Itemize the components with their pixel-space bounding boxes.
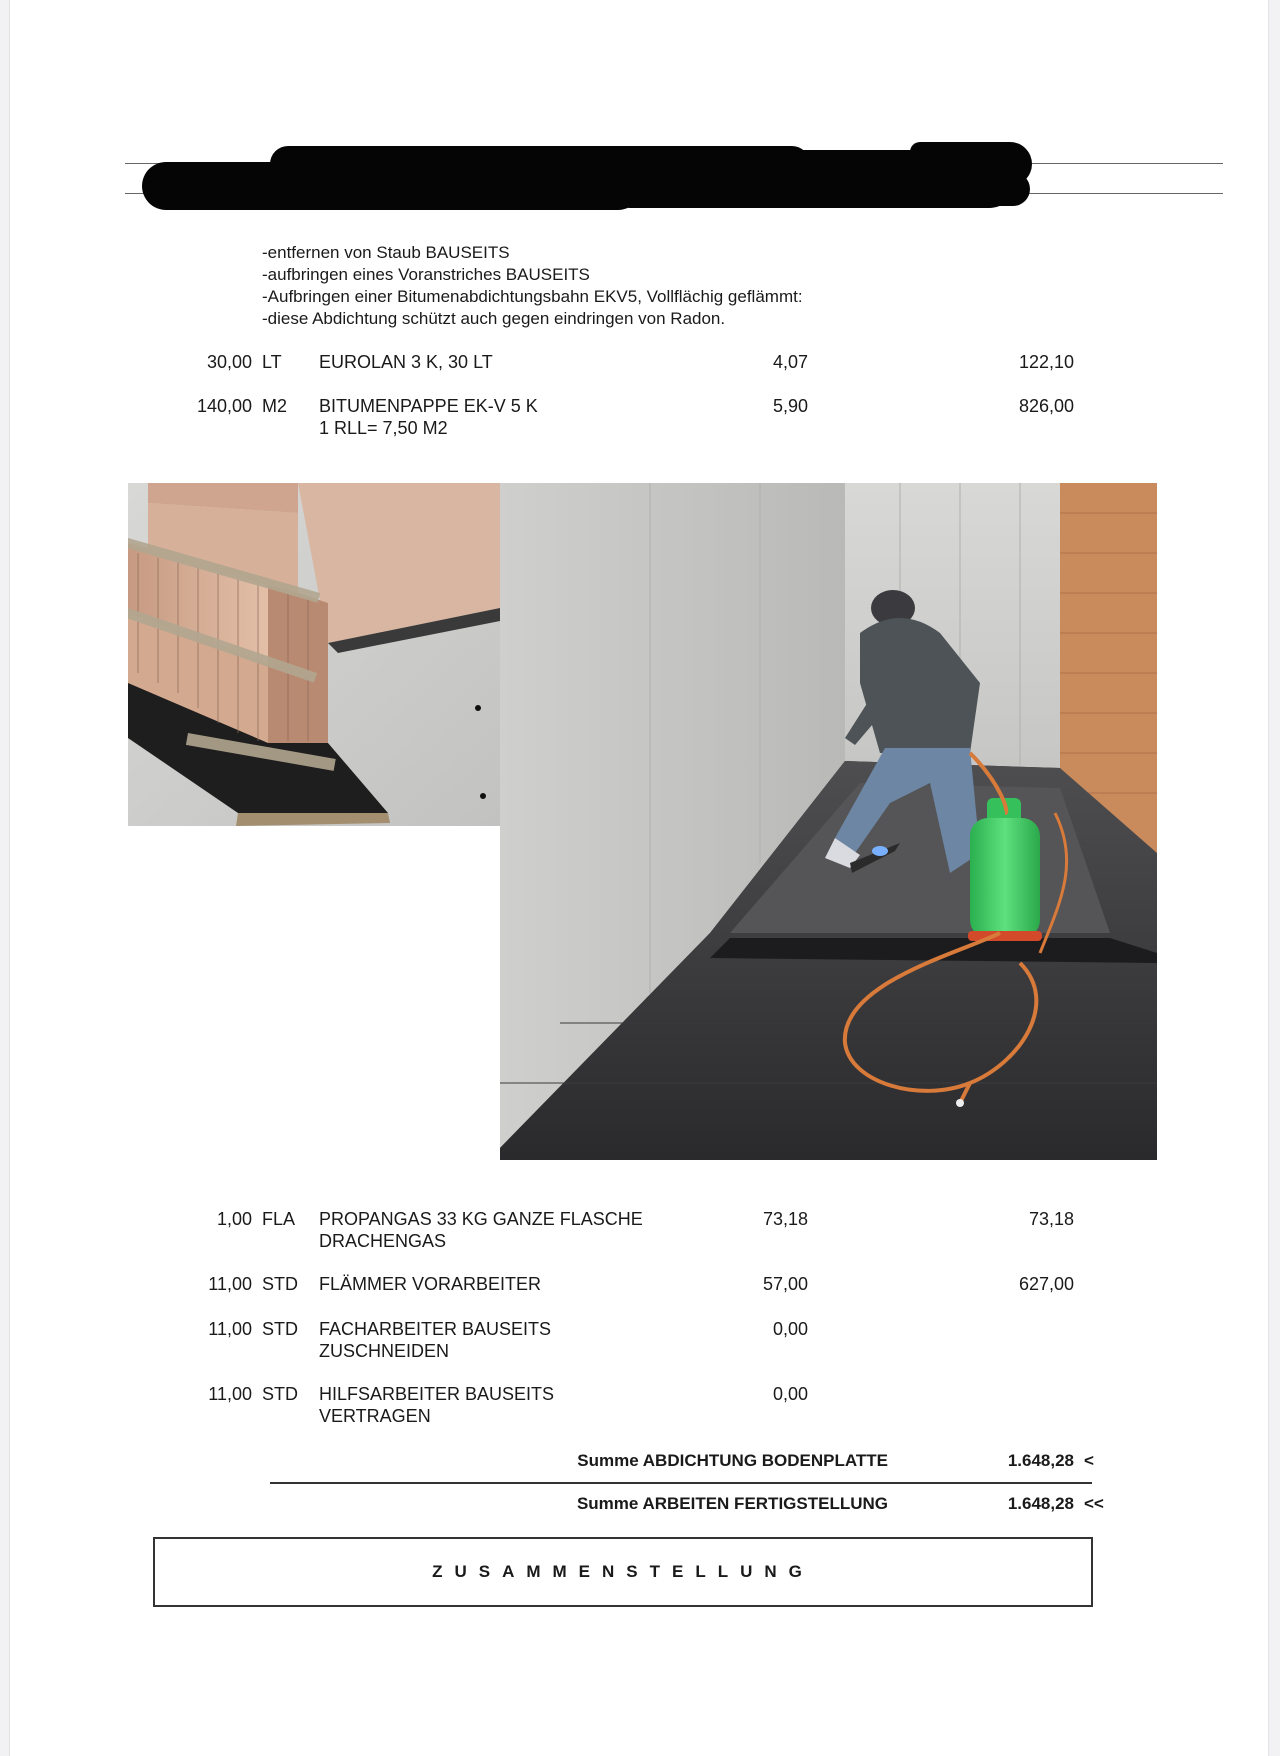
item-total: 627,00 (1018, 1274, 1074, 1294)
note-line: -entfernen von Staub BAUSEITS (262, 243, 510, 262)
item-unit-price: 5,90 (772, 396, 808, 416)
item-unit-price: 57,00 (762, 1274, 808, 1294)
brick-wall-photo (128, 483, 500, 826)
item-unit: FLA (262, 1209, 296, 1229)
item-unit: M2 (262, 396, 288, 416)
total-label: Summe ARBEITEN FERTIGSTELLUNG (576, 1494, 888, 1513)
item-quantity: 11,00 (208, 1319, 252, 1339)
item-quantity: 1,00 (216, 1209, 252, 1229)
item-unit: LT (262, 352, 282, 372)
item-quantity: 11,00 (208, 1274, 252, 1294)
subtotal-amount: 1.648,28 (1007, 1451, 1074, 1470)
item-description: HILFSARBEITER BAUSEITS VERTRAGEN (319, 1384, 555, 1426)
item-total: 73,18 (1028, 1209, 1074, 1229)
subtotal-marker: < (1084, 1451, 1094, 1470)
total-marker: << (1084, 1494, 1104, 1513)
torching-worker-photo (500, 483, 1157, 1160)
item-notes (262, 242, 803, 330)
document-page (10, 0, 1268, 1756)
item-description: PROPANGAS 33 KG GANZE FLASCHE DRACHENGAS (319, 1209, 643, 1251)
item-quantity: 11,00 (208, 1384, 252, 1404)
item-quantity: 30,00 (206, 352, 252, 372)
item-unit: STD (262, 1274, 298, 1294)
item-unit: STD (262, 1319, 298, 1339)
item-unit-price: 0,00 (772, 1384, 808, 1404)
item-unit-price: 0,00 (772, 1319, 808, 1339)
subtotal-label: Summe ABDICHTUNG BODENPLATTE (577, 1451, 888, 1470)
summary-heading: ZUSAMMENSTELLUNG (432, 1562, 814, 1581)
item-description: EUROLAN 3 K, 30 LT (319, 352, 493, 372)
item-unit-price: 4,07 (772, 352, 808, 372)
summary-box (153, 1537, 1093, 1607)
note-line: -diese Abdichtung schützt auch gegen eindringen von Radon. (262, 309, 726, 328)
item-total: 122,10 (1018, 352, 1074, 372)
item-description: BITUMENPAPPE EK-V 5 K 1 RLL= 7,50 M2 (319, 396, 538, 438)
total-amount: 1.648,28 (1007, 1494, 1074, 1513)
sum-divider (270, 1482, 1092, 1484)
note-line: -aufbringen eines Voranstriches BAUSEITS (262, 265, 590, 284)
item-unit-price: 73,18 (762, 1209, 808, 1229)
item-description: FACHARBEITER BAUSEITS ZUSCHNEIDEN (319, 1319, 552, 1361)
item-quantity: 140,00 (196, 396, 252, 416)
note-line: -Aufbringen einer Bitumenabdichtungsbahn EKV5, Vollflächig geflämmt: (262, 287, 803, 306)
item-unit: STD (262, 1384, 298, 1404)
item-description: FLÄMMER VORARBEITER (319, 1274, 542, 1294)
item-total: 826,00 (1018, 396, 1074, 416)
